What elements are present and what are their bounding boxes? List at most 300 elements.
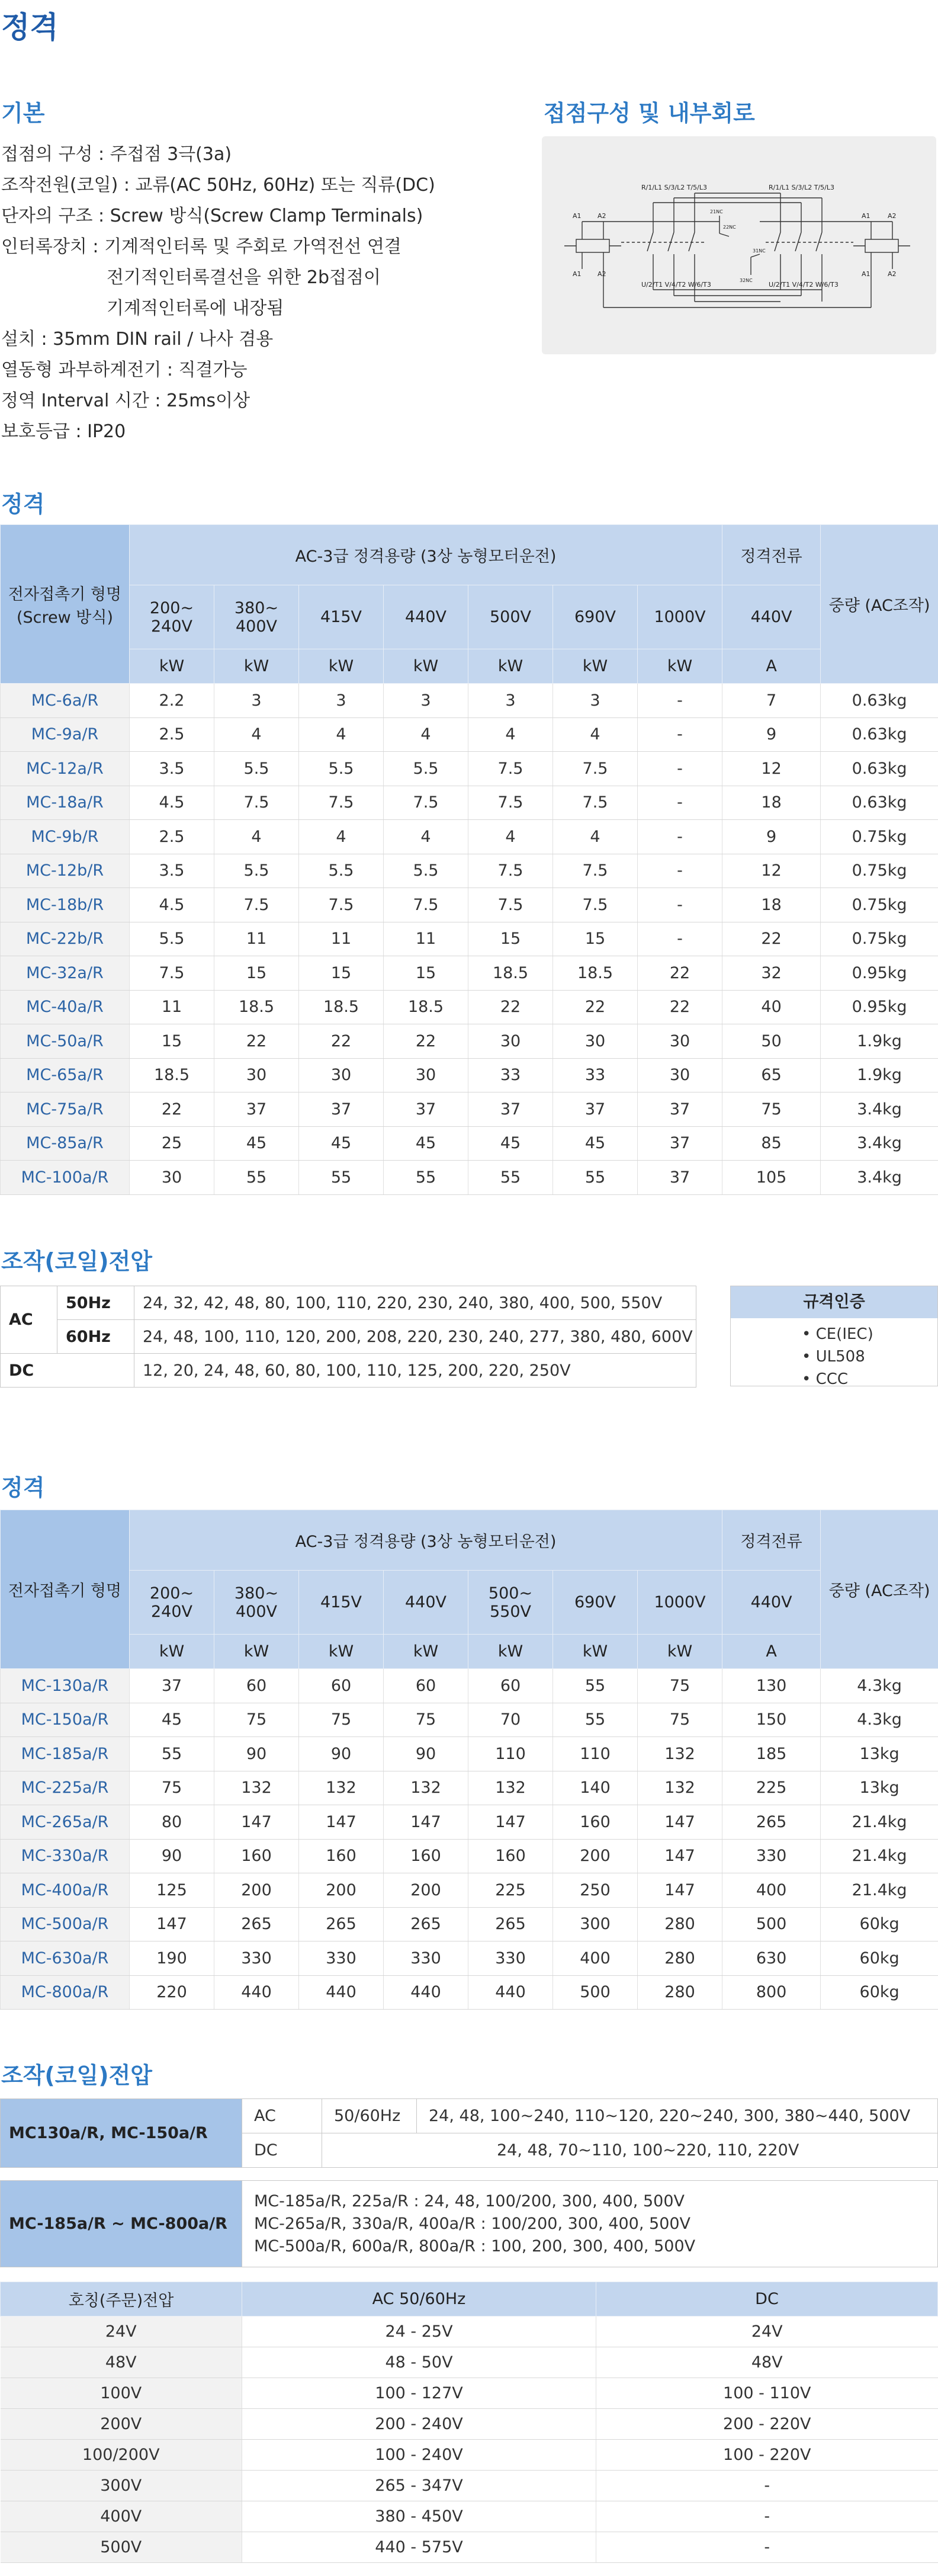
voltage-header: 1000V — [638, 1571, 722, 1635]
nc-label: 31NC — [753, 248, 766, 254]
model-cell: MC-100a/R — [1, 1161, 130, 1195]
voltage-header: 415V — [299, 1571, 384, 1635]
value-cell: 11 — [130, 990, 214, 1024]
voltage-header: 500~ 550V — [468, 1571, 553, 1635]
value-cell: 18 — [722, 786, 821, 820]
value-cell: 200 — [553, 1839, 638, 1873]
value-cell: 85 — [722, 1126, 821, 1161]
value-cell: 7.5 — [553, 854, 638, 888]
value-cell: 75 — [722, 1092, 821, 1127]
basic-heading: 기본 — [1, 100, 45, 126]
rating1-heading: 정격 — [1, 491, 45, 517]
model-cell: MC-22b/R — [1, 922, 130, 956]
model-cell: 48V — [1, 2347, 242, 2378]
value-cell: 7.5 — [299, 786, 384, 820]
coil-label-a1: A1 — [573, 212, 582, 220]
voltage-header: 440V — [722, 585, 821, 649]
value-cell: 5.5 — [214, 854, 299, 888]
unit-header: kW — [638, 649, 722, 684]
value-cell: - — [638, 717, 722, 752]
value-cell: 55 — [468, 1161, 553, 1195]
value-cell: 45 — [214, 1126, 299, 1161]
value-cell: 15 — [553, 922, 638, 956]
unit-header: kW — [214, 1635, 299, 1669]
table-row — [1, 1024, 938, 1059]
value-cell: 13kg — [821, 1737, 938, 1771]
value-cell: 0.63kg — [821, 684, 938, 718]
value-cell: 7.5 — [468, 854, 553, 888]
value-cell: 22 — [384, 1024, 468, 1059]
value-cell: 4.3kg — [821, 1703, 938, 1737]
model-cell: MC-630a/R — [1, 1941, 130, 1976]
unit-header: kW — [553, 649, 638, 684]
coil2-heading: 조작(코일)전압 — [1, 2062, 152, 2088]
ac3-header: AC-3급 정격용량 (3상 농형모터운전) — [130, 525, 722, 585]
value-cell: 440 — [384, 1975, 468, 2010]
value-cell: 250 — [553, 1873, 638, 1908]
value-cell: - — [638, 752, 722, 786]
table-row — [1, 820, 938, 854]
value-cell: 37 — [299, 1092, 384, 1127]
value-cell: 48V — [596, 2347, 938, 2378]
value-cell: 265 — [722, 1805, 821, 1840]
spec-line: 보호등급 : IP20 — [1, 421, 126, 442]
value-cell: 30 — [214, 1058, 299, 1092]
voltage-header: 415V — [299, 585, 384, 649]
value-cell: 75 — [384, 1703, 468, 1737]
value-cell: 7.5 — [468, 752, 553, 786]
value-cell: 24 - 25V — [242, 2317, 596, 2347]
value-cell: 4 — [553, 820, 638, 854]
model-cell: 500V — [1, 2532, 242, 2563]
terminal-labels-bottom-right: U/2/T1 V/4/T2 W/6/T3 — [769, 281, 839, 289]
value-cell: 55 — [553, 1703, 638, 1737]
rating1-body — [1, 684, 938, 1195]
value-cell: 7.5 — [384, 888, 468, 922]
unit-header: kW — [130, 1635, 214, 1669]
value-cell: 0.63kg — [821, 717, 938, 752]
unit-header: kW — [638, 1635, 722, 1669]
value-cell: 380 - 450V — [242, 2501, 596, 2532]
value-cell: 0.75kg — [821, 888, 938, 922]
value-cell: 330 — [384, 1941, 468, 1976]
nominal-voltage-header: 호칭(주문)전압 — [1, 2282, 242, 2317]
spec-line: 열동형 과부하계전기 : 직결가능 — [1, 360, 248, 380]
value-cell: 37 — [638, 1092, 722, 1127]
unit-header: kW — [468, 649, 553, 684]
unit-header: kW — [553, 1635, 638, 1669]
dc-label: DC — [1, 1354, 134, 1388]
value-cell: 147 — [638, 1873, 722, 1908]
value-cell: 2.2 — [130, 684, 214, 718]
value-cell: 45 — [553, 1126, 638, 1161]
model-cell: MC-185a/R — [1, 1737, 130, 1771]
value-cell: 7 — [722, 684, 821, 718]
ac-values: 24, 48, 100~240, 110~120, 220~240, 300, 380~440, 500V — [417, 2099, 938, 2133]
coil-label-a1: A1 — [862, 270, 870, 278]
table-row — [1, 1975, 938, 2010]
value-cell: 140 — [553, 1771, 638, 1805]
dc-range-header: DC — [596, 2282, 938, 2317]
value-cell: 25 — [130, 1126, 214, 1161]
value-cell: 90 — [130, 1839, 214, 1873]
value-cell: 147 — [130, 1907, 214, 1941]
value-cell: 132 — [638, 1771, 722, 1805]
group2-line: MC-185a/R, 225a/R : 24, 48, 100/200, 300, 400, 500V — [254, 2191, 685, 2210]
value-cell: 200 — [299, 1873, 384, 1908]
value-cell: 2.5 — [130, 717, 214, 752]
value-cell: 15 — [468, 922, 553, 956]
value-cell: 4 — [214, 820, 299, 854]
value-cell: 160 — [214, 1839, 299, 1873]
table-row — [1, 956, 938, 991]
value-cell: 1.9kg — [821, 1024, 938, 1059]
value-cell: 160 — [553, 1805, 638, 1840]
value-cell: 265 — [214, 1907, 299, 1941]
model-cell: MC-130a/R — [1, 1669, 130, 1703]
coil-label-a2: A2 — [598, 212, 606, 220]
group2-line: MC-500a/R, 600a/R, 800a/R : 100, 200, 300, 400, 500V — [254, 2237, 696, 2255]
model-cell: MC-330a/R — [1, 1839, 130, 1873]
value-cell: - — [596, 2501, 938, 2532]
rating1-table — [0, 524, 938, 1195]
value-cell: 55 — [214, 1161, 299, 1195]
value-cell: 11 — [214, 922, 299, 956]
spec-line: 접점의 구성 : 주접점 3극(3a) — [1, 144, 232, 165]
model-cell: MC-65a/R — [1, 1058, 130, 1092]
dc-values: 12, 20, 24, 48, 60, 80, 100, 110, 125, 200, 220, 250V — [134, 1354, 696, 1388]
model-cell: 100/200V — [1, 2440, 242, 2471]
coil-label-a2: A2 — [888, 212, 897, 220]
value-cell: 90 — [299, 1737, 384, 1771]
value-cell: 630 — [722, 1941, 821, 1976]
value-cell: 32 — [722, 956, 821, 991]
unit-header: kW — [130, 649, 214, 684]
value-cell: 7.5 — [384, 786, 468, 820]
value-cell: 130 — [722, 1669, 821, 1703]
current-header: 정격전류 — [722, 525, 821, 585]
value-cell: 400 — [553, 1941, 638, 1976]
nc-label: 22NC — [723, 225, 736, 230]
value-cell: 4 — [384, 717, 468, 752]
coil2-group2-table — [0, 2180, 938, 2267]
value-cell: 0.63kg — [821, 786, 938, 820]
value-cell: 11 — [299, 922, 384, 956]
dc-label: DC — [242, 2133, 322, 2168]
voltage-header: 500V — [468, 585, 553, 649]
value-cell: 30 — [468, 1024, 553, 1059]
table-row — [1, 1873, 938, 1908]
voltage-header: 200~ 240V — [130, 1571, 214, 1635]
value-cell: 147 — [468, 1805, 553, 1840]
hz50-label: 50Hz — [57, 1286, 134, 1320]
ac-range-header: AC 50/60Hz — [242, 2282, 596, 2317]
value-cell: 30 — [384, 1058, 468, 1092]
value-cell: 15 — [214, 956, 299, 991]
model-cell: 200V — [1, 2409, 242, 2440]
value-cell: 75 — [638, 1703, 722, 1737]
table-row — [1, 1058, 938, 1092]
value-cell: 225 — [722, 1771, 821, 1805]
value-cell: 4.5 — [130, 786, 214, 820]
value-cell: 22 — [638, 956, 722, 991]
value-cell: 60kg — [821, 1941, 938, 1976]
current-header: 정격전류 — [722, 1510, 821, 1571]
value-cell: 225 — [468, 1873, 553, 1908]
value-cell: 18.5 — [553, 956, 638, 991]
model-cell: MC-75a/R — [1, 1092, 130, 1127]
table-row — [1, 1161, 938, 1195]
value-cell: 65 — [722, 1058, 821, 1092]
value-cell: 132 — [638, 1737, 722, 1771]
terminal-labels-top-right: R/1/L1 S/3/L2 T/5/L3 — [769, 184, 834, 191]
model-cell: MC-150a/R — [1, 1703, 130, 1737]
value-cell: 45 — [130, 1703, 214, 1737]
value-cell: 15 — [299, 956, 384, 991]
value-cell: 3.4kg — [821, 1126, 938, 1161]
value-cell: 9 — [722, 717, 821, 752]
value-cell: 12 — [722, 854, 821, 888]
value-cell: 190 — [130, 1941, 214, 1976]
value-cell: 22 — [130, 1092, 214, 1127]
value-cell: 125 — [130, 1873, 214, 1908]
model-cell: MC-18b/R — [1, 888, 130, 922]
value-cell: 0.75kg — [821, 922, 938, 956]
coil-label-a2: A2 — [888, 270, 897, 278]
value-cell: - — [638, 786, 722, 820]
voltage-header: 200~ 240V — [130, 585, 214, 649]
value-cell: 18.5 — [384, 990, 468, 1024]
circuit-diagram — [542, 136, 936, 354]
certification-item: • CCC — [802, 1370, 849, 1388]
nc-label: 21NC — [710, 209, 723, 214]
unit-header: kW — [384, 1635, 468, 1669]
model-cell: MC-40a/R — [1, 990, 130, 1024]
value-cell: 4 — [468, 820, 553, 854]
value-cell: 200 — [214, 1873, 299, 1908]
value-cell: 15 — [130, 1024, 214, 1059]
basic-spec-list — [1, 139, 435, 447]
value-cell: 22 — [553, 990, 638, 1024]
table-row — [1, 854, 938, 888]
model-cell: MC-32a/R — [1, 956, 130, 991]
model-cell: MC-800a/R — [1, 1975, 130, 2010]
value-cell: 110 — [468, 1737, 553, 1771]
value-cell: 33 — [468, 1058, 553, 1092]
table-row — [1, 2501, 938, 2532]
table-row — [1, 2378, 938, 2409]
value-cell: 18 — [722, 888, 821, 922]
table-row — [1, 786, 938, 820]
value-cell: 330 — [468, 1941, 553, 1976]
value-cell: 440 — [468, 1975, 553, 2010]
group2-line: MC-265a/R, 330a/R, 400a/R : 100/200, 300, 400, 500V — [254, 2214, 691, 2233]
model-cell: MC-225a/R — [1, 1771, 130, 1805]
page-title: 정격 — [1, 10, 59, 44]
value-cell: 2.5 — [130, 820, 214, 854]
value-cell: 9 — [722, 820, 821, 854]
value-cell: 11 — [384, 922, 468, 956]
table-row — [1, 717, 938, 752]
value-cell: 3.4kg — [821, 1161, 938, 1195]
value-cell: 60 — [468, 1669, 553, 1703]
table-row — [1, 2317, 938, 2347]
value-cell: 500 — [553, 1975, 638, 2010]
unit-header: kW — [468, 1635, 553, 1669]
value-cell: 22 — [722, 922, 821, 956]
value-cell: 4 — [384, 820, 468, 854]
value-cell: 75 — [214, 1703, 299, 1737]
value-cell: 50 — [722, 1024, 821, 1059]
terminal-labels-bottom-left: U/2/T1 V/4/T2 W/6/T3 — [641, 281, 711, 289]
voltage-header: 690V — [553, 585, 638, 649]
table-row — [1, 1737, 938, 1771]
table-row — [1, 752, 938, 786]
value-cell: 147 — [299, 1805, 384, 1840]
value-cell: 18.5 — [214, 990, 299, 1024]
model-cell: MC-50a/R — [1, 1024, 130, 1059]
value-cell: 22 — [468, 990, 553, 1024]
value-cell: 185 — [722, 1737, 821, 1771]
group2-label: MC-185a/R ~ MC-800a/R — [1, 2181, 242, 2267]
value-cell: 4 — [468, 717, 553, 752]
value-cell: 3 — [553, 684, 638, 718]
value-cell: 100 - 110V — [596, 2378, 938, 2409]
table-row — [1, 684, 938, 718]
value-cell: 200 — [384, 1873, 468, 1908]
value-cell: 30 — [130, 1161, 214, 1195]
value-cell: 330 — [214, 1941, 299, 1976]
voltage-header: 690V — [553, 1571, 638, 1635]
diagram-heading: 접점구성 및 내부회로 — [544, 100, 755, 126]
coil-label-a1: A1 — [862, 212, 870, 220]
value-cell: 132 — [214, 1771, 299, 1805]
value-cell: 280 — [638, 1975, 722, 2010]
value-cell: 37 — [468, 1092, 553, 1127]
table-row — [1, 1126, 938, 1161]
value-cell: 55 — [130, 1737, 214, 1771]
value-cell: 22 — [638, 990, 722, 1024]
coil2-group1-table — [0, 2098, 938, 2168]
model-header: 전자접촉기 형명 (Screw 방식) — [1, 525, 130, 684]
value-cell: 5.5 — [299, 854, 384, 888]
value-cell: 147 — [638, 1805, 722, 1840]
voltage-header: 440V — [384, 585, 468, 649]
value-cell: 30 — [553, 1024, 638, 1059]
value-cell: 37 — [214, 1092, 299, 1127]
unit-header: kW — [384, 649, 468, 684]
spec-line: 단자의 구조 : Screw 방식(Screw Clamp Terminals) — [1, 206, 423, 226]
voltage-header: 440V — [722, 1571, 821, 1635]
value-cell: 60 — [299, 1669, 384, 1703]
model-header: 전자접촉기 형명 — [1, 1510, 130, 1669]
table-row — [1, 2409, 938, 2440]
value-cell: 75 — [299, 1703, 384, 1737]
certification-box — [730, 1286, 938, 1386]
value-cell: 21.4kg — [821, 1873, 938, 1908]
model-cell: MC-400a/R — [1, 1873, 130, 1908]
value-cell: - — [596, 2532, 938, 2563]
table-row — [1, 922, 938, 956]
value-cell: 4 — [299, 717, 384, 752]
value-cell: 440 — [299, 1975, 384, 2010]
table-row — [1, 990, 938, 1024]
spec-line: 인터록장치 : 기계적인터록 및 주회로 가역전선 연결 — [1, 236, 401, 257]
value-cell: 7.5 — [214, 786, 299, 820]
nc-label: 32NC — [740, 278, 753, 283]
value-cell: 440 — [214, 1975, 299, 2010]
value-cell: 440 - 575V — [242, 2532, 596, 2563]
value-cell: 0.63kg — [821, 752, 938, 786]
value-cell: 30 — [638, 1024, 722, 1059]
value-cell: 18.5 — [130, 1058, 214, 1092]
table-row — [1, 2347, 938, 2378]
value-cell: 24V — [596, 2317, 938, 2347]
spec-line: 전기적인터록결선을 위한 2b접점이 — [107, 267, 381, 288]
value-cell: 0.95kg — [821, 956, 938, 991]
value-cell: 7.5 — [553, 786, 638, 820]
value-cell: 90 — [384, 1737, 468, 1771]
coil-label-a2: A2 — [598, 270, 606, 278]
value-cell: 60kg — [821, 1975, 938, 2010]
value-cell: - — [638, 922, 722, 956]
value-cell: 5.5 — [384, 752, 468, 786]
value-cell: 13kg — [821, 1771, 938, 1805]
model-cell: MC-500a/R — [1, 1907, 130, 1941]
value-cell: 150 — [722, 1703, 821, 1737]
value-cell: 37 — [553, 1092, 638, 1127]
table-row — [1, 2532, 938, 2563]
model-cell: 300V — [1, 2471, 242, 2501]
value-cell: 3.4kg — [821, 1092, 938, 1127]
value-cell: 5.5 — [214, 752, 299, 786]
value-cell: - — [596, 2471, 938, 2501]
value-cell: 60kg — [821, 1907, 938, 1941]
model-cell: 400V — [1, 2501, 242, 2532]
value-cell: 500 — [722, 1907, 821, 1941]
value-cell: 7.5 — [130, 956, 214, 991]
voltage-header: 380~ 400V — [214, 585, 299, 649]
value-cell: 55 — [299, 1161, 384, 1195]
value-cell: 265 — [384, 1907, 468, 1941]
hz50-values: 24, 32, 42, 48, 80, 100, 110, 220, 230, 240, 380, 400, 500, 550V — [134, 1286, 696, 1320]
value-cell: 0.75kg — [821, 820, 938, 854]
value-cell: 21.4kg — [821, 1805, 938, 1840]
value-cell: 280 — [638, 1907, 722, 1941]
value-cell: 30 — [638, 1058, 722, 1092]
model-cell: MC-85a/R — [1, 1126, 130, 1161]
value-cell: 160 — [468, 1839, 553, 1873]
spec-line: 기계적인터록에 내장됨 — [107, 298, 284, 319]
value-cell: 7.5 — [214, 888, 299, 922]
value-cell: 45 — [468, 1126, 553, 1161]
value-cell: 7.5 — [468, 888, 553, 922]
value-cell: 5.5 — [384, 854, 468, 888]
value-cell: 18.5 — [468, 956, 553, 991]
voltage-header: 1000V — [638, 585, 722, 649]
value-cell: 4 — [553, 717, 638, 752]
model-cell: MC-12a/R — [1, 752, 130, 786]
table-row — [1, 888, 938, 922]
value-cell: 3.5 — [130, 854, 214, 888]
value-cell: 3 — [299, 684, 384, 718]
value-cell: 22 — [214, 1024, 299, 1059]
value-cell: 30 — [299, 1058, 384, 1092]
value-cell: 147 — [638, 1839, 722, 1873]
value-cell: 55 — [553, 1669, 638, 1703]
value-cell: 5.5 — [299, 752, 384, 786]
terminal-labels-top-left: R/1/L1 S/3/L2 T/5/L3 — [641, 184, 707, 191]
